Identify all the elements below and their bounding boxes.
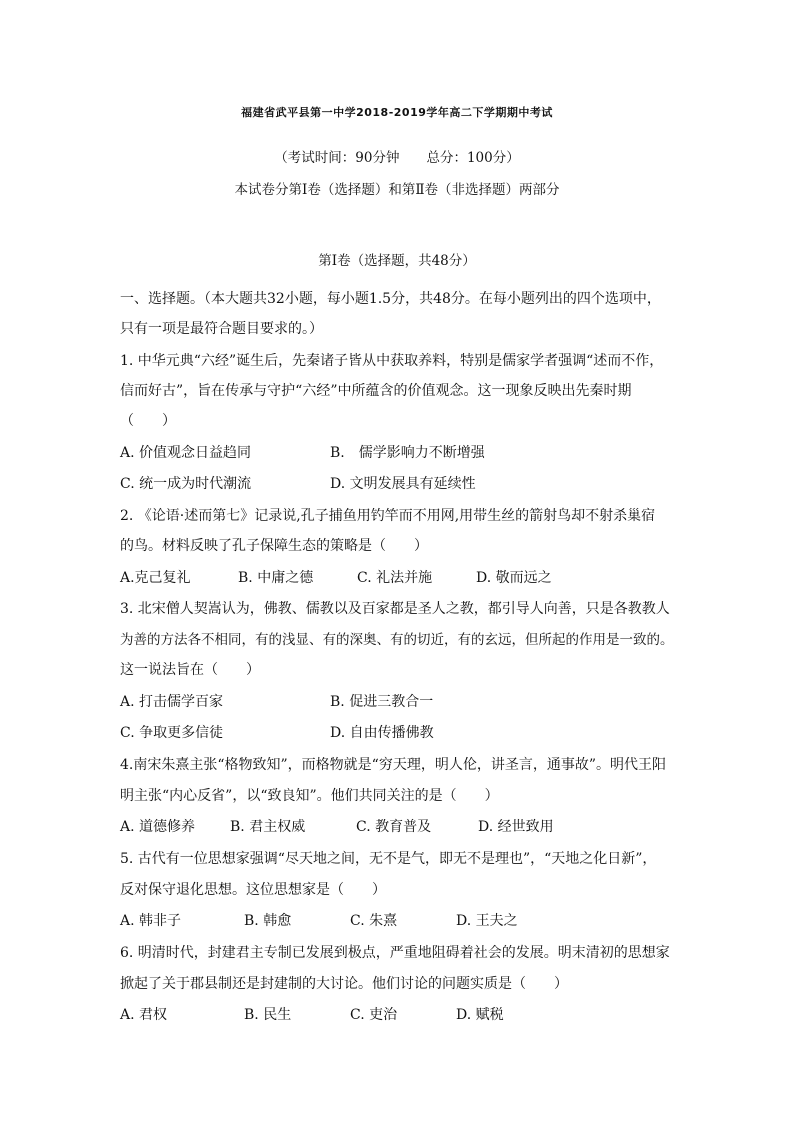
question-6-option-b: B. 民生 [244, 1007, 292, 1023]
question-4-option-a: A. 道德修养 [120, 819, 196, 835]
question-5-text-line-1: 5. 古代有一位思想家强调“尽天地之间，无不是气，即无不是理也”，“天地之化日新”， [120, 851, 657, 867]
section-title: 第Ⅰ卷（选择题，共48分） [318, 253, 476, 269]
question-6-text-line-2: 掀起了关于郡县制还是封建制的大讨论。他们讨论的问题实质是（ ） [120, 976, 568, 992]
question-3-text-line-3: 这一说法旨在（ ） [120, 662, 260, 678]
question-6-option-c: C. 吏治 [350, 1007, 398, 1023]
question-5-option-c: C. 朱熹 [350, 913, 398, 929]
question-4-text-line-1: 4.南宋朱熹主张“格物致知”，而格物就是“穷天理，明人伦，讲圣言，通事故”。明代王阳 [120, 757, 666, 773]
exam-parts-info: 本试卷分第Ⅰ卷（选择题）和第Ⅱ卷（非选择题）两部分 [234, 182, 560, 198]
question-4-option-d: D. 经世致用 [478, 819, 554, 835]
section-instructions-line-1: 一、选择题。（本大题共32小题，每小题1.5分，共48分。在每小题列出的四个选项中， [120, 291, 661, 307]
question-2-option-c: C. 礼法并施 [357, 570, 433, 586]
question-1-text-line-1: 1. 中华元典“六经”诞生后，先秦诸子皆从中获取养料，特别是儒家学者强调“述而不作， [120, 353, 664, 369]
question-4-option-b: B. 君主权威 [230, 819, 306, 835]
question-1-option-b: B. 儒学影响力不断增强 [330, 445, 485, 461]
question-2-option-d: D. 敬而远之 [476, 570, 552, 586]
question-6-text-line-1: 6. 明清时代，封建君主专制已发展到极点，严重地阻碍着社会的发展。明末清初的思想家 [120, 945, 670, 961]
question-5-option-b: B. 韩愈 [244, 913, 292, 929]
question-3-text-line-1: 3. 北宋僧人契嵩认为，佛教、儒教以及百家都是圣人之教，都引导人向善，只是各教教人 [120, 601, 670, 617]
question-5-option-d: D. 王夫之 [456, 913, 518, 929]
question-5-text-line-2: 反对保守退化思想。这位思想家是（ ） [120, 882, 386, 898]
exam-title: 福建省武平县第一中学2018-2019学年高二下学期期中考试 [241, 106, 553, 119]
question-2-option-b: B. 中庸之德 [238, 570, 314, 586]
question-1-text-line-2: 信而好古”，旨在传承与守护“六经”中所蕴含的价值观念。这一现象反映出先秦时期 [120, 383, 632, 399]
question-2-text-line-2: 的鸟。材料反映了孔子保障生态的策略是（ ） [120, 538, 428, 554]
exam-time-info: （考试时间：90分钟 总分：100分） [274, 150, 520, 166]
question-6-option-d: D. 赋税 [456, 1007, 504, 1023]
question-3-option-d: D. 自由传播佛教 [330, 725, 434, 741]
question-2-option-a: A.克己复礼 [120, 570, 191, 586]
question-1-option-d: D. 文明发展具有延续性 [330, 476, 476, 492]
question-3-option-c: C. 争取更多信徒 [120, 725, 224, 741]
question-4-text-line-2: 明主张“内心反省”，以“致良知”。他们共同关注的是（ ） [120, 788, 499, 804]
question-3-option-b: B. 促进三教合一 [330, 694, 434, 710]
question-4-option-c: C. 教育普及 [356, 819, 432, 835]
question-5-option-a: A. 韩非子 [120, 913, 182, 929]
question-1-option-a: A. 价值观念日益趋同 [120, 445, 252, 461]
question-2-text-line-1: 2. 《论语·述而第七》记录说,孔子捕鱼用钓竿而不用网,用带生丝的箭射鸟却不射杀巢宿 [120, 508, 656, 524]
question-3-option-a: A. 打击儒学百家 [120, 694, 224, 710]
question-3-text-line-2: 为善的方法各不相同，有的浅显、有的深奥、有的切近，有的玄远，但所起的作用是一致的。 [120, 632, 674, 648]
question-6-option-a: A. 君权 [120, 1007, 168, 1023]
question-1-text-line-3: （ ） [120, 413, 176, 429]
section-instructions-line-2: 只有一项是最符合题目要求的。） [120, 321, 323, 337]
question-1-option-c: C. 统一成为时代潮流 [120, 476, 252, 492]
